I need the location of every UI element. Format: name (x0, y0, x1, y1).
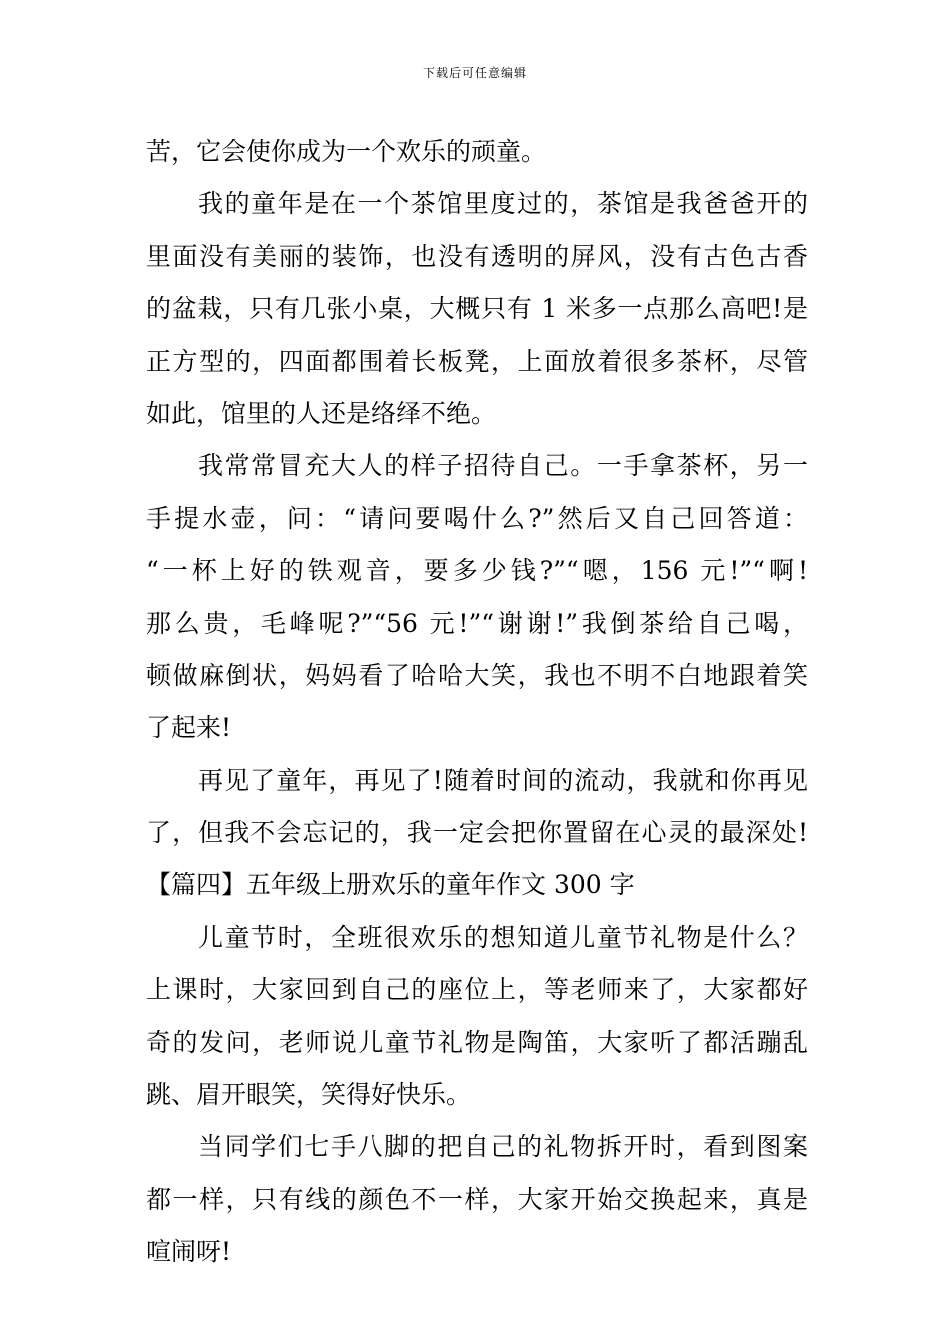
text-line: 顿做麻倒状，妈妈看了哈哈大笑，我也不明不白地跟着笑 (146, 660, 808, 690)
text-line: 喧闹呀! (146, 1237, 232, 1267)
text-line: 我常常冒充大人的样子招待自己。一手拿茶杯，另一 (198, 451, 808, 481)
text-line: 都一样，只有线的颜色不一样，大家开始交换起来，真是 (146, 1184, 808, 1214)
text-line: 再见了童年，再见了!随着时间的流动，我就和你再见 (198, 765, 808, 795)
text-line: 里面没有美丽的装饰，也没有透明的屏风，没有古色古香 (146, 241, 808, 271)
text-line: 了起来! (146, 713, 232, 743)
text-line: 了，但我不会忘记的，我一定会把你置留在心灵的最深处! (146, 818, 808, 848)
document-body (146, 126, 808, 1279)
text-line: 跳、眉开眼笑，笑得好快乐。 (146, 1080, 472, 1110)
section-heading: 【篇四】五年级上册欢乐的童年作文 300 字 (146, 870, 635, 900)
text-line: 当同学们七手八脚的把自己的礼物拆开时，看到图案 (198, 1132, 808, 1162)
text-line: 我的童年是在一个茶馆里度过的，茶馆是我爸爸开的 (198, 189, 808, 219)
text-line: 如此，馆里的人还是络绎不绝。 (146, 398, 497, 428)
text-line: 苦，它会使你成为一个欢乐的顽童。 (146, 137, 547, 166)
header-note: 下载后可任意编辑 (422, 66, 527, 80)
text-line: “一杯上好的铁观音，要多少钱?”“嗯，156 元!”“啊! (146, 556, 808, 586)
text-line: 奇的发问，老师说儿童节礼物是陶笛，大家听了都活蹦乱 (146, 1027, 808, 1057)
text-line: 儿童节时，全班很欢乐的想知道儿童节礼物是什么？ (198, 922, 808, 952)
text-line: 手提水壶，问：“请问要喝什么?”然后又自己回答道： (146, 503, 808, 533)
text-line: 的盆栽，只有几张小桌，大概只有 1 米多一点那么高吧!是 (146, 294, 808, 324)
text-line: 那么贵，毛峰呢?”“56 元!”“谢谢!”我倒茶给自己喝， (146, 608, 808, 638)
text-line: 上课时，大家回到自己的座位上，等老师来了，大家都好 (146, 975, 808, 1005)
text-line: 正方型的，四面都围着长板凳，上面放着很多茶杯，尽管 (146, 346, 808, 376)
